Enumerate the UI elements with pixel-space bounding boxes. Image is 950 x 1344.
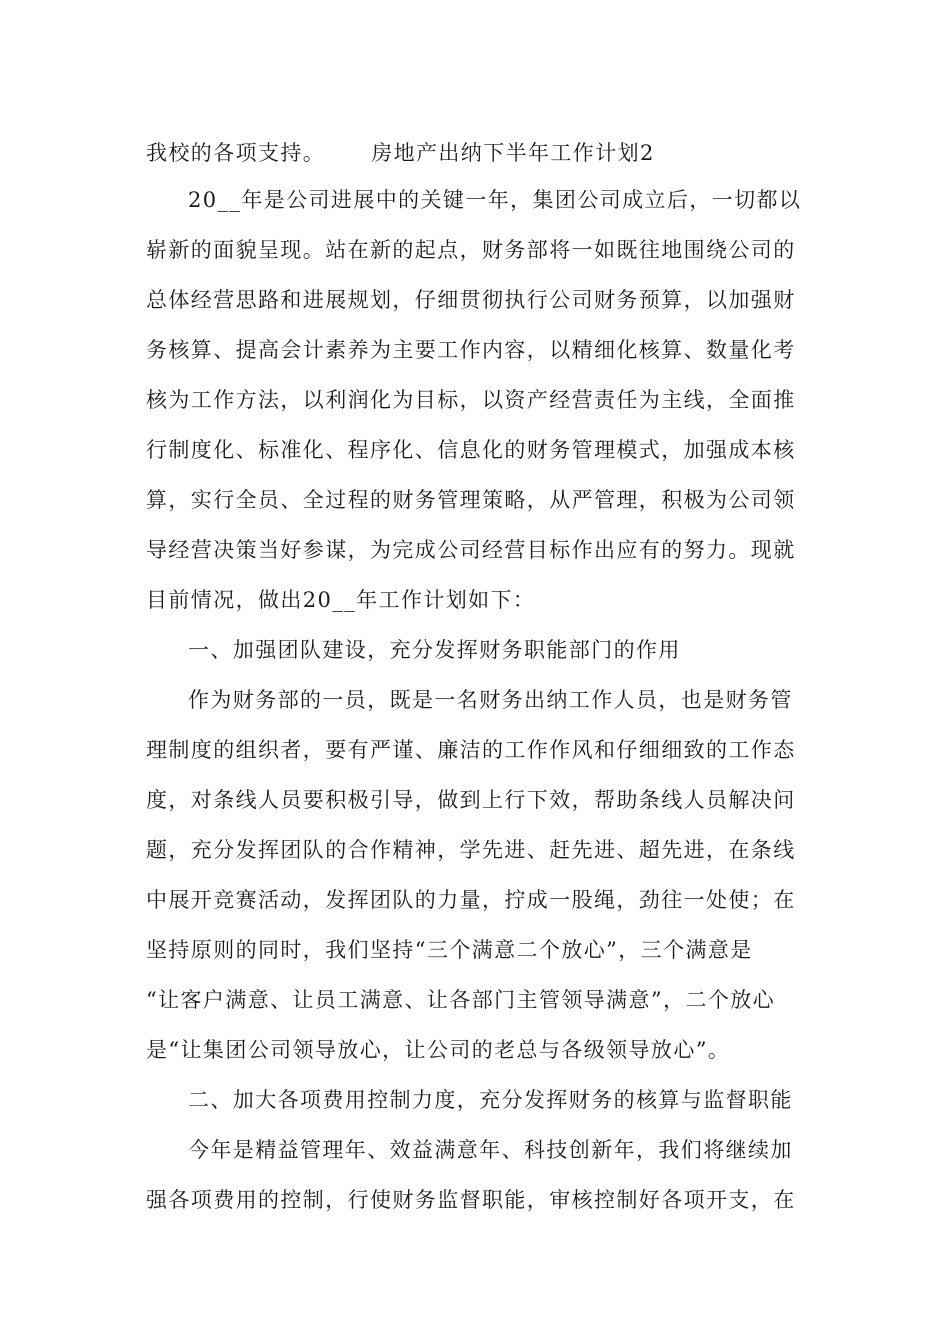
paragraph-line: 度，对条线人员要积极引导，做到上行下效，帮助条线人员解决问: [146, 788, 796, 812]
paragraph-line: 核为工作方法，以利润化为目标，以资产经营责任为主线，全面推: [146, 388, 796, 412]
paragraph-line: 题，充分发挥团队的合作精神，学先进、赶先进、超先进，在条线: [146, 838, 796, 862]
text-line: [146, 138, 806, 168]
paragraph-line: 算，实行全员、全过程的财务管理策略，从严管理，积极为公司领: [146, 488, 796, 512]
paragraph-line: 崭新的面貌呈现。站在新的起点，财务部将一如既往地围绕公司的: [146, 238, 796, 262]
paragraph-line: 总体经营思路和进展规划，仔细贯彻执行公司财务预算，以加强财: [146, 288, 796, 312]
section-heading: 一、加强团队建设，充分发挥财务职能部门的作用: [188, 638, 681, 662]
paragraph-line: 中展开竞赛活动，发挥团队的力量，拧成一股绳，劲往一处使；在: [146, 888, 796, 912]
text-line-content: 我校的各项支持。: [146, 141, 326, 165]
paragraph-line: 作为财务部的一员，既是一名财务出纳工作人员，也是财务管: [188, 688, 793, 712]
paragraph-line: 理制度的组织者，要有严谨、廉洁的工作作风和仔细细致的工作态: [146, 738, 796, 762]
paragraph-line: 今年是精益管理年、效益满意年、科技创新年，我们将继续加: [188, 1138, 793, 1162]
paragraph-line: 务核算、提高会计素养为主要工作内容，以精细化核算、数量化考: [146, 338, 796, 362]
paragraph-line: 行制度化、标准化、程序化、信息化的财务管理模式，加强成本核: [146, 438, 796, 462]
paragraph-line: 目前情况，做出20__年工作计划如下：: [146, 588, 536, 612]
paragraph-line: 导经营决策当好参谋，为完成公司经营目标作出应有的努力。现就: [146, 538, 796, 562]
paragraph-line: 是“让集团公司领导放心，让公司的老总与各级领导放心”。: [146, 1038, 731, 1062]
section-heading: 二、加大各项费用控制力度，充分发挥财务的核算与监督职能: [188, 1088, 793, 1112]
paragraph-line: 20__年是公司进展中的关键一年，集团公司成立后，一切都以: [188, 188, 802, 212]
paragraph-line: 强各项费用的控制，行使财务监督职能，审核控制好各项开支，在: [146, 1188, 796, 1212]
document-title: 房地产出纳下半年工作计划2: [371, 141, 655, 165]
paragraph-line: “让客户满意、让员工满意、让各部门主管领导满意”，二个放心: [146, 988, 776, 1012]
paragraph-line: 坚持原则的同时，我们坚持“三个满意二个放心”，三个满意是: [146, 938, 753, 962]
